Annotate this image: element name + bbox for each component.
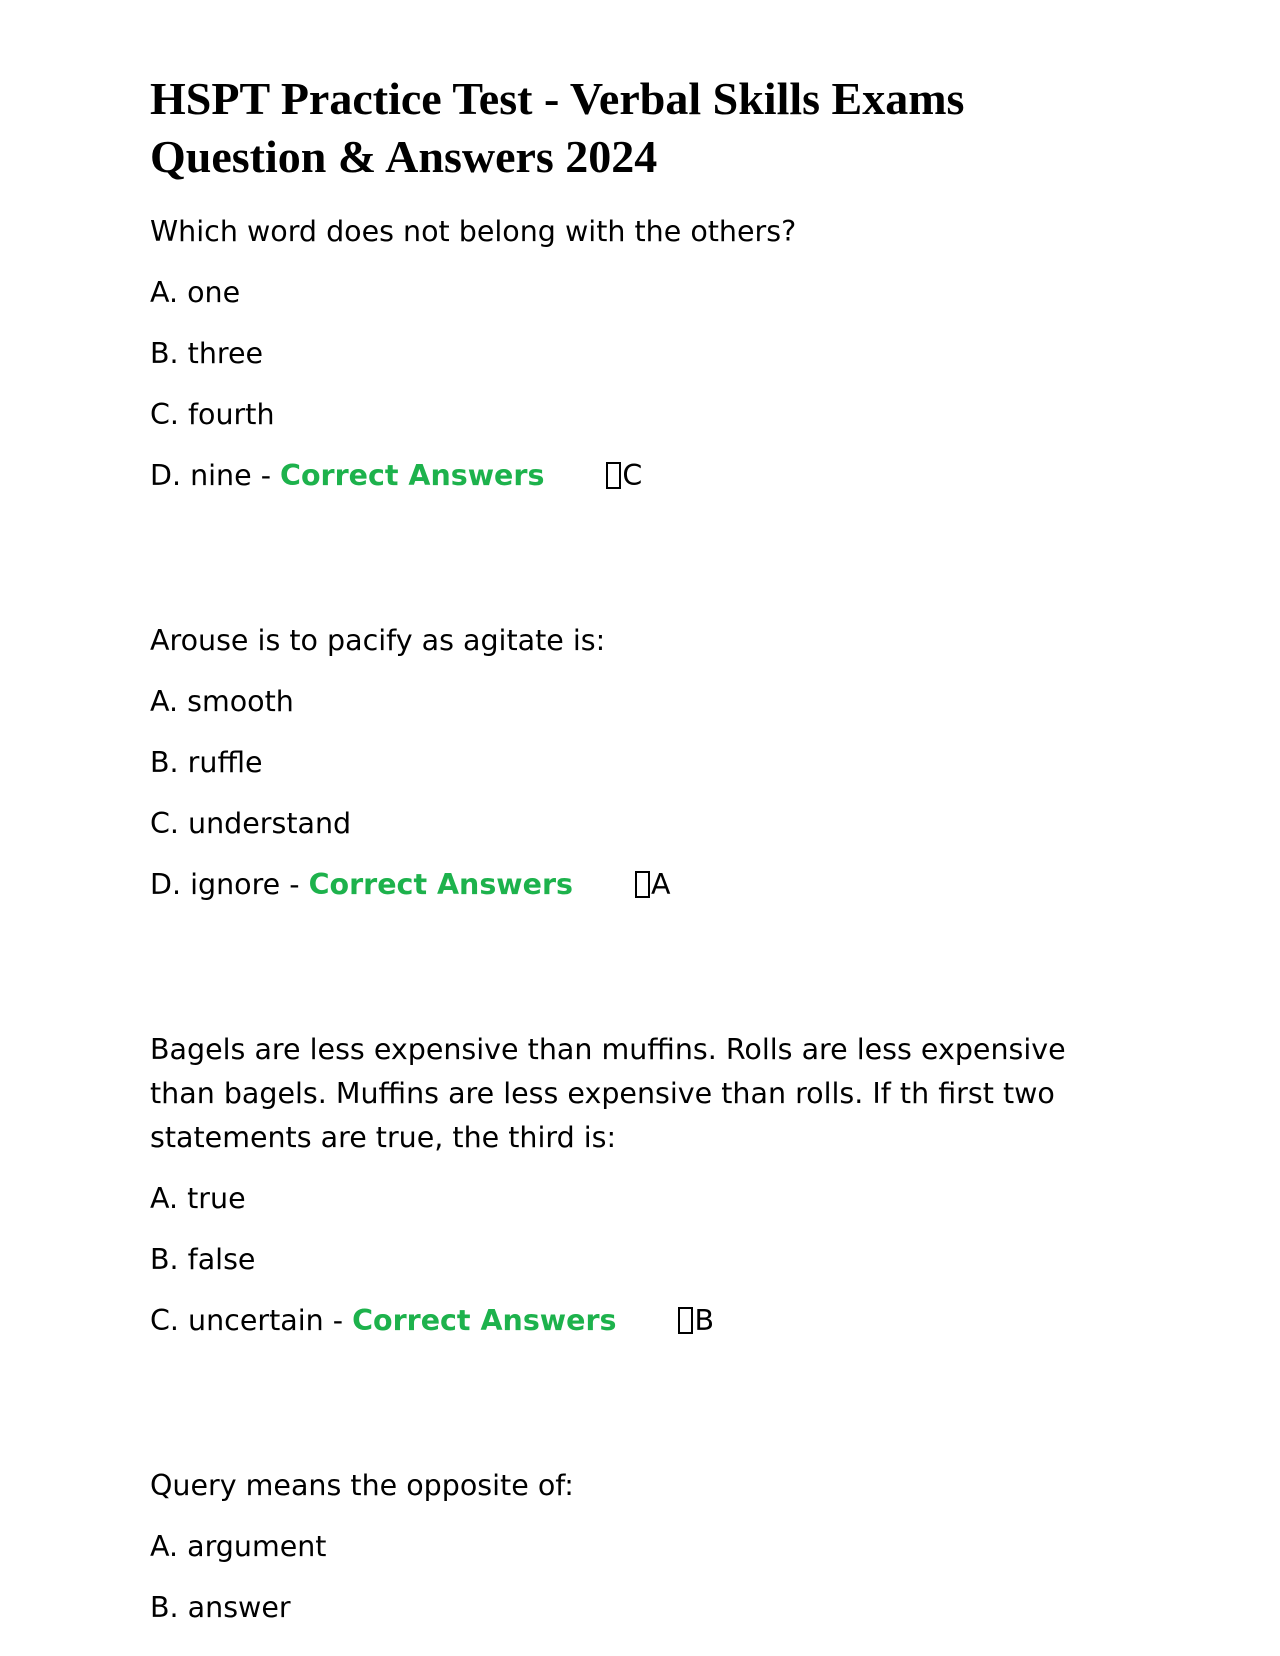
question-block (150, 1464, 1130, 1630)
correct-answer-letter: A (650, 868, 671, 901)
correct-answers-label: Correct Answers (308, 868, 573, 901)
question-text: Arouse is to pacify as agitate is: (150, 624, 606, 657)
answer-box-icon (678, 1307, 693, 1334)
option-a: A. argument (150, 1530, 327, 1563)
option-c: C. uncertain - (150, 1304, 353, 1337)
answer-box-icon (606, 462, 621, 489)
option-d: D. ignore - (150, 868, 309, 901)
option-d-with-answer (150, 863, 1130, 907)
option-a: A. one (150, 276, 241, 309)
question-text: Query means the opposite of: (150, 1469, 574, 1502)
option-b: B. three (150, 337, 264, 370)
option-a: A. true (150, 1182, 246, 1215)
correct-answer-letter: C (622, 459, 643, 492)
question-text: Which word does not belong with the others? (150, 215, 797, 248)
option-c: C. understand (150, 807, 352, 840)
document-page (150, 70, 1130, 1647)
correct-answers-label: Correct Answers (280, 459, 545, 492)
correct-answers-label: Correct Answers (352, 1304, 617, 1337)
question-text: Bagels are less expensive than muffins. Rolls are less expensive than bagels. Muffins are less expensive than rolls. If th first two statements are true, the third is: (150, 1033, 1066, 1154)
option-b: B. false (150, 1243, 256, 1276)
option-a: A. smooth (150, 685, 294, 718)
option-c-with-answer (150, 1299, 1130, 1343)
option-d: D. nine - (150, 459, 281, 492)
answer-box-icon (635, 871, 650, 898)
option-d-with-answer (150, 454, 1130, 498)
option-b: B. ruffle (150, 746, 263, 779)
correct-answer-letter: B (694, 1304, 715, 1337)
document-title: HSPT Practice Test - Verbal Skills Exams Question & Answers 2024 (150, 73, 965, 182)
question-block (150, 619, 1130, 907)
question-block (150, 210, 1130, 498)
option-c: C. fourth (150, 398, 275, 431)
option-b: B. answer (150, 1591, 291, 1624)
question-block (150, 1028, 1130, 1343)
